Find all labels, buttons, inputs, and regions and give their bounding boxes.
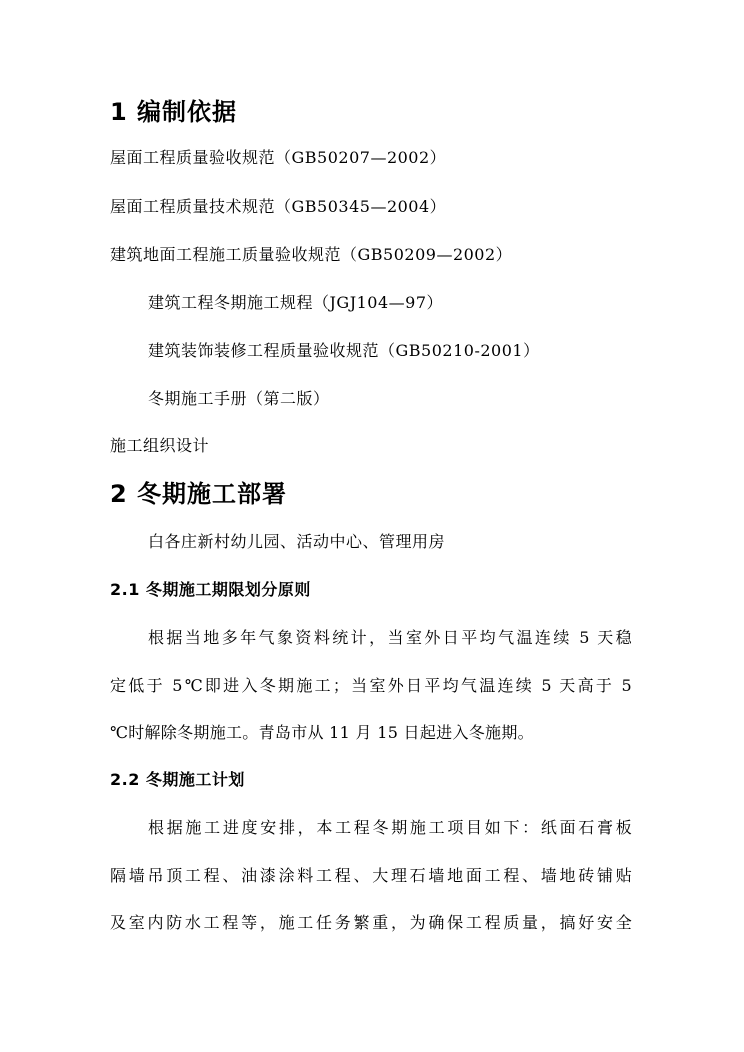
reference-item: 冬期施工手册（第二版） — [148, 389, 330, 408]
subsection-2-1-heading: 2.1 冬期施工期限划分原则 — [110, 580, 311, 599]
paragraph-line: 及室内防水工程等，施工任务繁重，为确保工程质量，搞好安全 — [110, 913, 632, 932]
reference-item: 施工组织设计 — [110, 436, 210, 455]
section-2-heading: 2 冬期施工部署 — [110, 480, 288, 508]
paragraph-line: ℃时解除冬期施工。青岛市从 11 月 15 日起进入冬施期。 — [110, 723, 534, 742]
reference-item: 建筑地面工程施工质量验收规范（GB50209—2002） — [110, 245, 513, 264]
reference-item: 建筑工程冬期施工规程（JGJ104—97） — [148, 293, 444, 312]
reference-item: 建筑装饰装修工程质量验收规范（GB50210-2001） — [148, 341, 540, 360]
paragraph-line: 定低于 5℃即进入冬期施工；当室外日平均气温连续 5 天高于 5 — [110, 676, 632, 695]
paragraph-line: 根据当地多年气象资料统计，当室外日平均气温连续 5 天稳 — [148, 628, 632, 647]
reference-item: 屋面工程质量验收规范（GB50207—2002） — [110, 148, 447, 167]
paragraph-line: 根据施工进度安排，本工程冬期施工项目如下：纸面石膏板 — [148, 818, 632, 837]
subsection-2-2-heading: 2.2 冬期施工计划 — [110, 770, 245, 789]
section-1-heading: 1 编制依据 — [110, 98, 238, 126]
reference-item: 屋面工程质量技术规范（GB50345—2004） — [110, 197, 447, 216]
project-names: 白各庄新村幼儿园、活动中心、管理用房 — [148, 532, 446, 551]
paragraph-line: 隔墙吊顶工程、油漆涂料工程、大理石墙地面工程、墙地砖铺贴 — [110, 866, 632, 885]
